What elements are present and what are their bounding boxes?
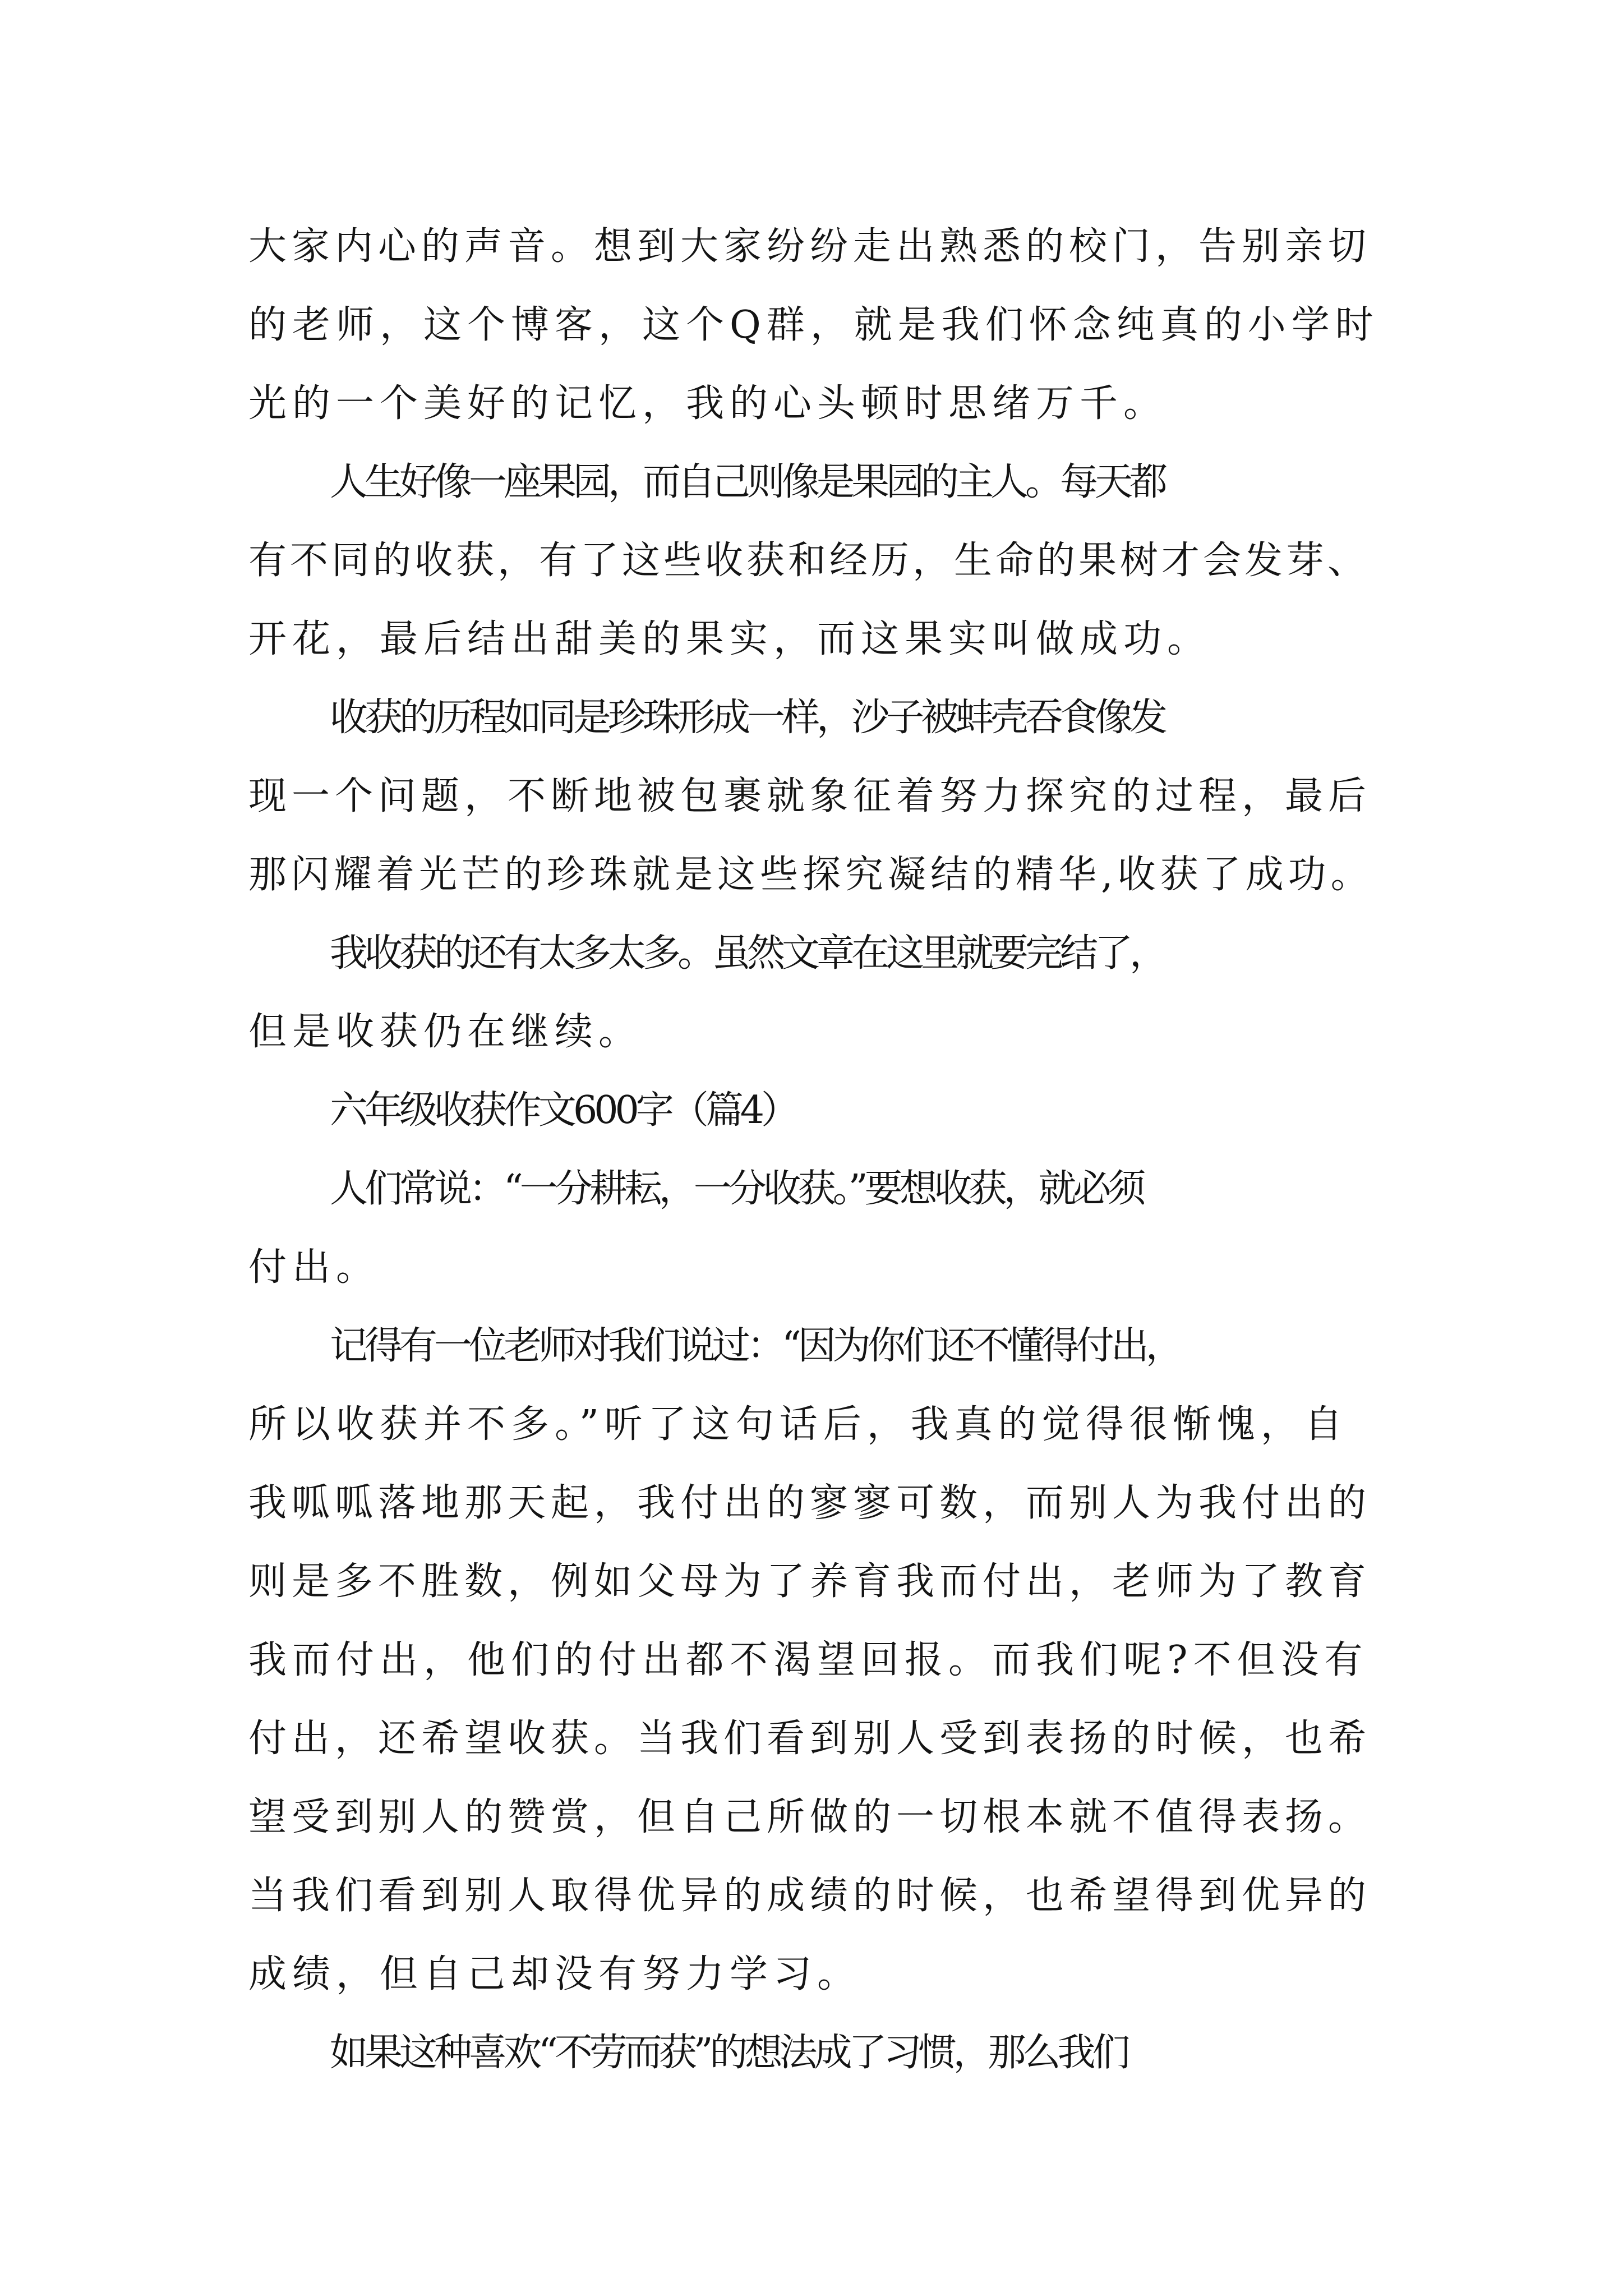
text-line: 付出，还希望收获。当我们看到别人受到表扬的时候，也希 [248,1717,1372,1761]
text-line: 但是收获仍在继续。 [248,1010,643,1054]
paragraph-start-line: 记得有一位老师对我们说过：“因为你们还不懂得付出， [330,1324,1181,1368]
text-line: 那闪耀着光芒的珍珠就是这些探究凝结的精华,收获了成功。 [248,853,1373,897]
text-line: 则是多不胜数，例如父母为了养育我而付出，老师为了教育 [248,1559,1372,1604]
paragraph-start-line: 人生好像一座果园，而自己则像是果园的主人。每天都 [330,460,1165,504]
text-line: 当我们看到别人取得优异的成绩的时候，也希望得到优异的 [248,1874,1372,1918]
paragraph-start-line: 收获的历程如同是珍珠形成一样，沙子被蚌壳吞食像发 [330,696,1165,740]
text-line: 我而付出，他们的付出都不渴望回报。而我们呢?不但没有 [248,1638,1368,1682]
text-line: 的老师，这个博客，这个Q群，就是我们怀念纯真的小学时 [248,303,1379,347]
text-line: 现一个问题，不断地被包裹就象征着努力探究的过程，最后 [248,774,1372,818]
text-line: 有不同的收获，有了这些收获和经历，生命的果树才会发芽、 [248,539,1370,583]
text-line: 成绩，但自己却没有努力学习。 [248,1952,861,1996]
paragraph-start-line: 人们常说：“一分耕耘，一分收获。”要想收获，就必须 [330,1167,1143,1211]
text-line: 所以收获并不多。”听了这句话后，我真的觉得很惭愧，自 [248,1402,1348,1447]
text-line: 付出。 [248,1245,380,1290]
text-line: 我呱呱落地那天起，我付出的寥寥可数，而别人为我付出的 [248,1481,1372,1525]
text-line: 光的一个美好的记忆，我的心头顿时思绪万千。 [248,381,1168,426]
text-line: 大家内心的声音。想到大家纷纷走出熟悉的校门，告别亲切 [248,224,1372,269]
paragraph-start-line: 如果这种喜欢“不劳而获”的想法成了习惯，那么我们 [330,2031,1127,2075]
paragraph-start-line: 我收获的还有太多太多。虽然文章在这里就要完结了， [330,931,1165,976]
text-line: 开花，最后结出甜美的果实，而这果实叫做成功。 [248,617,1211,661]
section-heading: 六年级收获作文600字（篇4） [330,1088,796,1133]
text-line: 望受到别人的赞赏，但自己所做的一切根本就不值得表扬。 [248,1795,1372,1839]
